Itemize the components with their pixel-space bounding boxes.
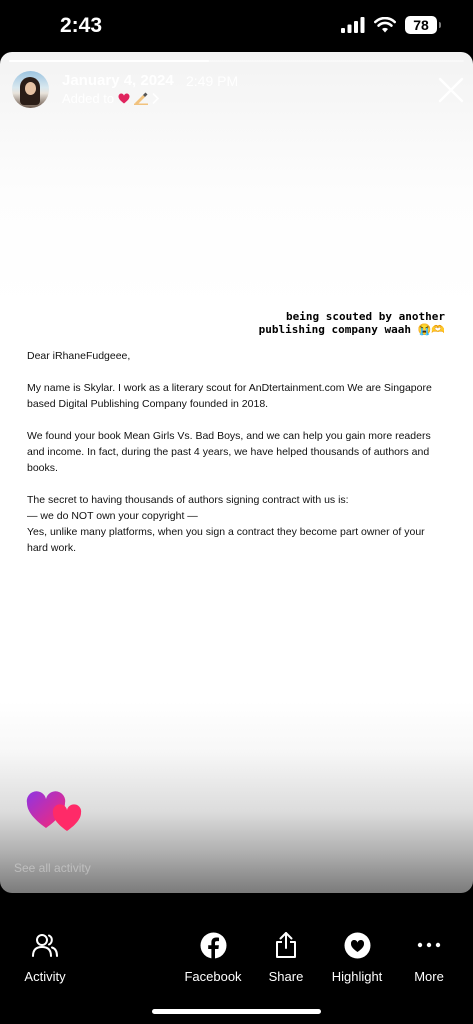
story-progress-bar <box>9 60 464 62</box>
close-icon[interactable] <box>438 77 464 103</box>
caption-line: being scouted by another <box>286 310 445 323</box>
see-all-activity-link[interactable]: See all activity <box>14 861 91 875</box>
battery-level: 78 <box>413 17 429 33</box>
avatar[interactable] <box>12 71 49 108</box>
wifi-icon <box>374 17 396 33</box>
added-to-link[interactable] <box>62 91 160 106</box>
added-to-label: Added to <box>62 91 115 106</box>
bottom-toolbar <box>0 893 473 1024</box>
story-viewer[interactable] <box>0 52 473 893</box>
letter-paragraph: My name is Skylar. I work as a literary scout for AnDtertainment.com We are Singapore based Digital Publishing Company founded in 2018. <box>27 382 432 410</box>
people-icon <box>31 932 59 958</box>
home-indicator[interactable] <box>152 1009 321 1014</box>
letter-greeting: Dear iRhaneFudgeee, <box>27 350 131 362</box>
highlight-label: Highlight <box>331 969 383 984</box>
status-icons <box>341 16 437 34</box>
heart-emoji-icon <box>118 93 130 104</box>
writing-hand-emoji-icon <box>134 92 148 105</box>
share-button[interactable] <box>246 931 326 984</box>
more-label: More <box>414 969 444 984</box>
letter-screenshot <box>20 340 449 557</box>
battery-tip <box>439 22 441 28</box>
highlight-heart-icon <box>344 932 371 959</box>
chevron-right-icon <box>152 93 160 104</box>
story-time: 2:49 PM <box>186 73 239 89</box>
more-dots-icon <box>417 942 441 948</box>
letter-paragraph: — we do NOT own your copyright — <box>27 510 198 522</box>
letter-paragraph: The secret to having thousands of authors signing contract with us is: <box>27 494 349 506</box>
status-time: 2:43 <box>60 14 103 37</box>
story-progress-fill <box>9 60 209 62</box>
more-button[interactable] <box>389 931 469 984</box>
facebook-button[interactable] <box>173 931 253 984</box>
activity-label: Activity <box>24 969 66 984</box>
facebook-label: Facebook <box>184 969 242 984</box>
letter-paragraph: We found your book Mean Girls Vs. Bad Boys, and we can help you gain more readers and income. In fact, during the past 4 years, we have helped thousands of authors and books. <box>27 430 431 474</box>
activity-button[interactable] <box>5 931 85 984</box>
heart-sticker-icon[interactable] <box>26 790 84 832</box>
share-label: Share <box>268 969 304 984</box>
letter-paragraph: Yes, unlike many platforms, when you sign a contract they become part owner of your hard work. <box>27 526 425 554</box>
caption-line: publishing company waah 😭🫶 <box>258 323 445 336</box>
highlight-button[interactable] <box>317 931 397 984</box>
battery-icon <box>405 16 437 34</box>
signal-bars-icon <box>341 17 365 33</box>
avatar-face <box>25 82 36 95</box>
story-date: January 4, 2024 <box>62 72 174 89</box>
status-bar <box>0 0 473 52</box>
story-caption <box>185 310 445 336</box>
share-icon <box>274 931 298 959</box>
facebook-icon <box>200 932 227 959</box>
